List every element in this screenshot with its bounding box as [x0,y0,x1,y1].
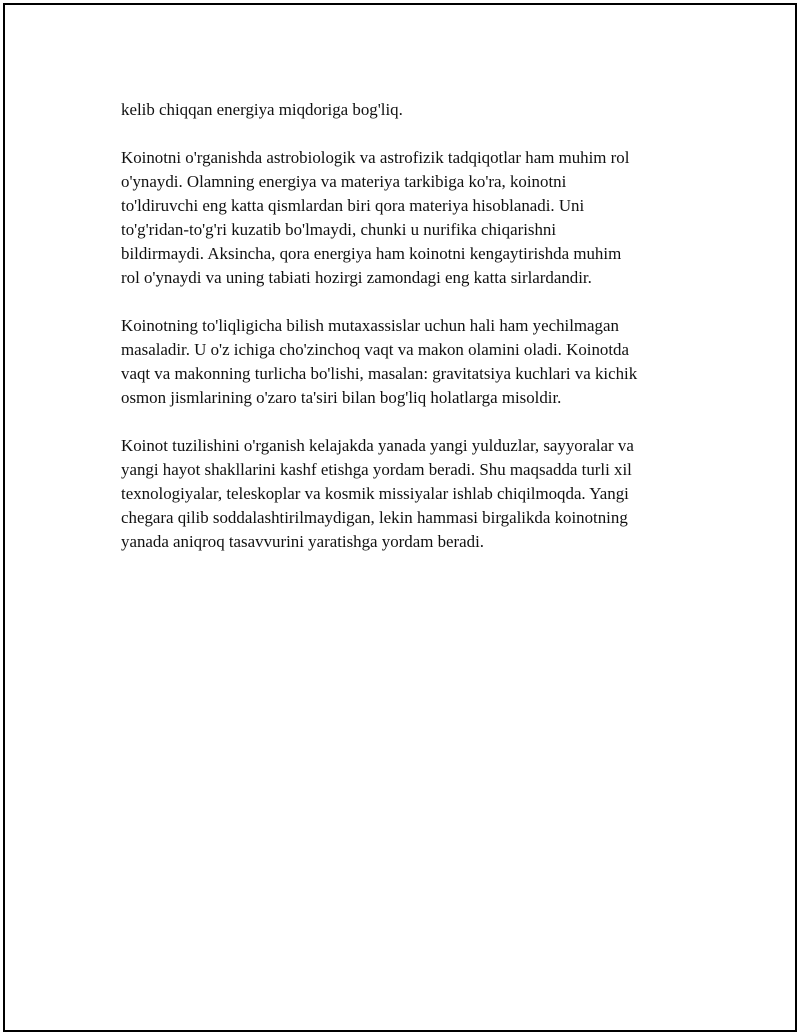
text-line: bildirmaydi. Aksincha, qora energiya ham koinotni kengaytirishda muhim [121,244,622,263]
text-line: Koinotning to'liqligicha bilish mutaxassislar uchun hali ham yechilmagan [121,316,619,335]
text-line: masaladir. U o'z ichiga cho'zinchoq vaqt va makon olamini oladi. Koinotda [121,340,629,359]
text-line: chegara qilib soddalashtirilmaydigan, lekin hammasi birgalikda koinotning [121,508,628,527]
paragraph-2 [121,146,701,290]
text-line: to'ldiruvchi eng katta qismlardan biri qora materiya hisoblanadi. Uni [121,196,585,215]
text-line: yanada aniqroq tasavvurini yaratishga yordam beradi. [121,532,485,551]
text-line: to'g'ridan-to'g'ri kuzatib bo'lmaydi, chunki u nurifika chiqarishni [121,220,557,239]
text-line: yangi hayot shakllarini kashf etishga yordam beradi. Shu maqsadda turli xil [121,460,632,479]
text-line: kelib chiqqan energiya miqdoriga bog'liq. [121,100,403,119]
text-line: osmon jismlarining o'zaro ta'siri bilan bog'liq holatlarga misoldir. [121,388,562,407]
text-line: texnologiyalar, teleskoplar va kosmik missiyalar ishlab chiqilmoqda. Yangi [121,484,629,503]
text-line: vaqt va makonning turlicha bo'lishi, masalan: gravitatsiya kuchlari va kichik [121,364,638,383]
paragraph-3 [121,314,701,410]
text-line: rol o'ynaydi va uning tabiati hozirgi zamondagi eng katta sirlardandir. [121,268,592,287]
paragraph-1 [121,98,701,122]
text-line: o'ynaydi. Olamning energiya va materiya tarkibiga ko'ra, koinotni [121,172,567,191]
text-line: Koinot tuzilishini o'rganish kelajakda yanada yangi yulduzlar, sayyoralar va [121,436,634,455]
text-line: Koinotni o'rganishda astrobiologik va astrofizik tadqiqotlar ham muhim rol [121,148,630,167]
document-body [121,98,701,578]
paragraph-4 [121,434,701,554]
document-page [3,3,797,1032]
